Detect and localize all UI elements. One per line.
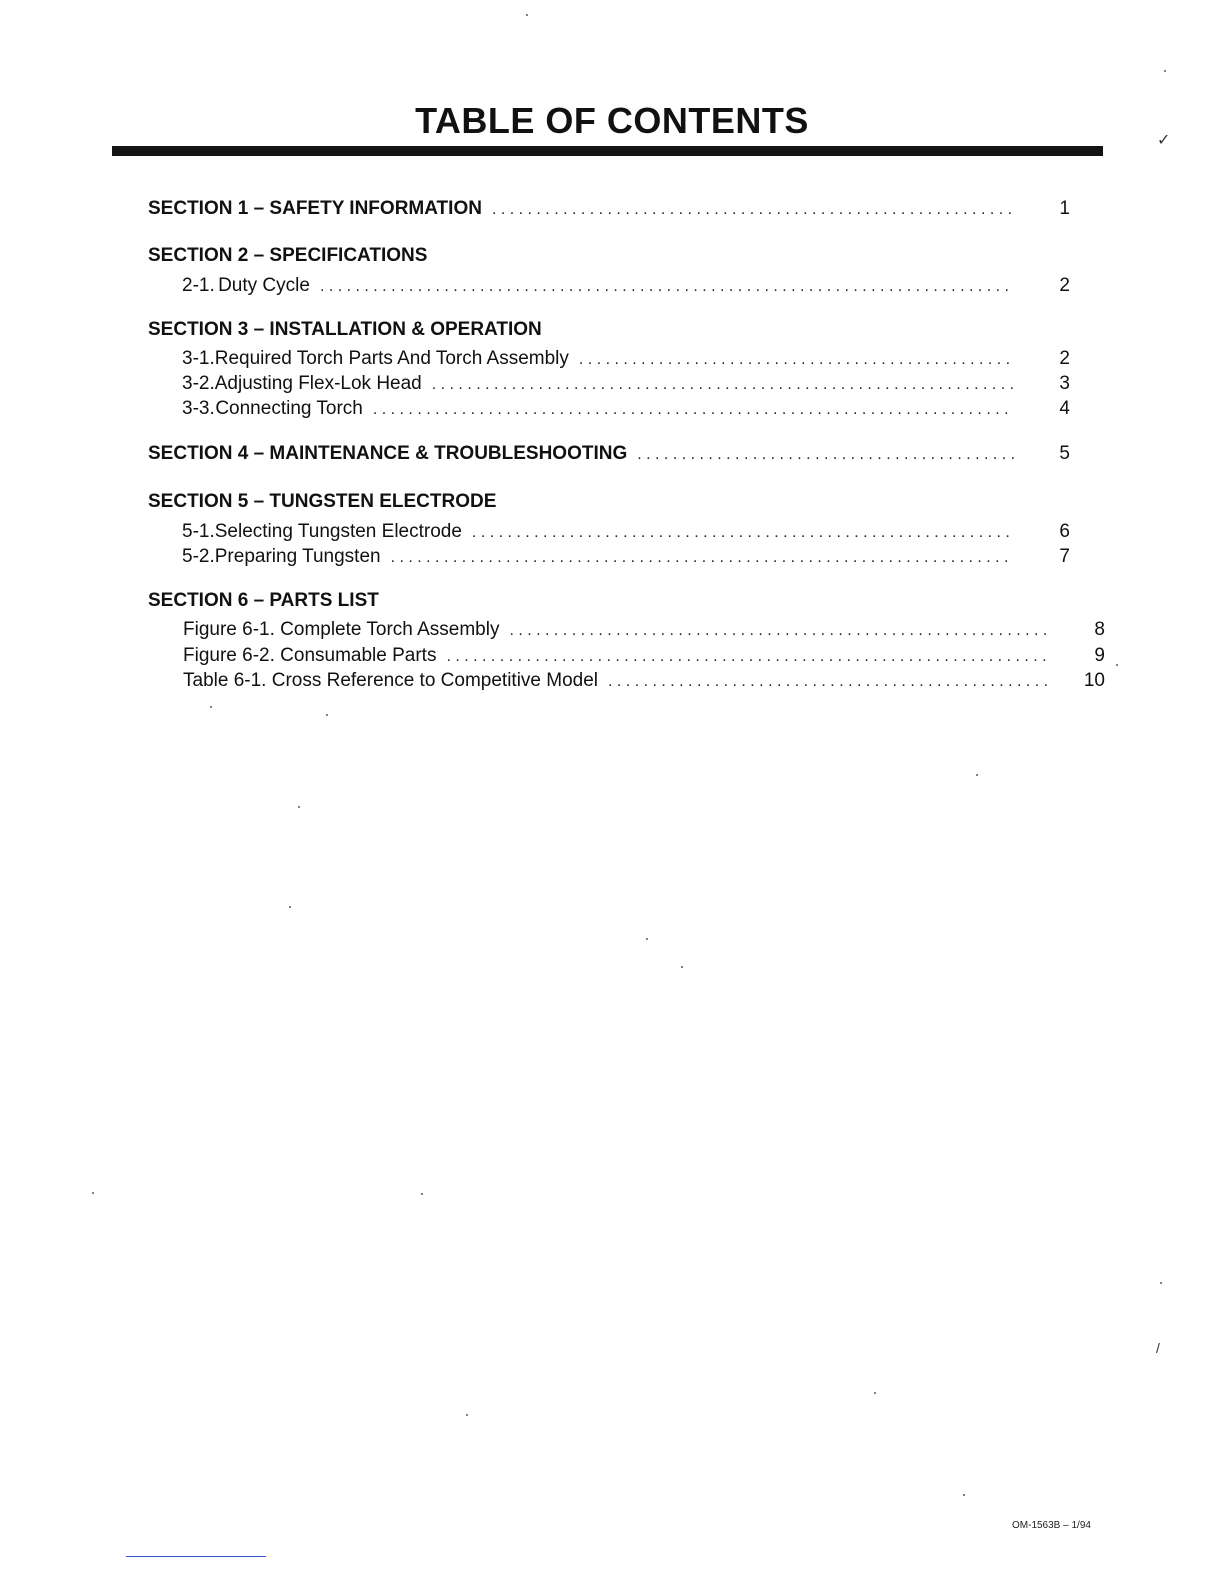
toc-item-2-1[interactable] bbox=[148, 274, 1072, 298]
dot-leader bbox=[391, 545, 1014, 570]
dot-leader bbox=[373, 397, 1014, 422]
toc-section-label: SECTION 1 – SAFETY INFORMATION bbox=[148, 198, 482, 219]
toc-item-number: 5-1. bbox=[182, 521, 215, 542]
toc-page-number: 10 bbox=[1083, 670, 1105, 691]
check-mark-icon: ✓ bbox=[1157, 132, 1171, 149]
scan-speck bbox=[874, 1392, 876, 1394]
scan-speck bbox=[963, 1494, 965, 1496]
dot-leader bbox=[608, 669, 1049, 694]
toc-item-figure-6-2[interactable] bbox=[148, 644, 1107, 668]
toc-page-number: 5 bbox=[1059, 443, 1070, 464]
scan-speck bbox=[92, 1192, 94, 1194]
toc-section-label: SECTION 3 – INSTALLATION & OPERATION bbox=[148, 319, 542, 340]
toc-page-number: 2 bbox=[1059, 348, 1070, 369]
scan-speck bbox=[976, 774, 978, 776]
scan-speck bbox=[466, 1414, 468, 1416]
toc-item-number: 3-1. bbox=[182, 348, 215, 369]
toc-item-figure-6-1[interactable] bbox=[148, 618, 1107, 642]
toc-item-number: 3-2. bbox=[182, 373, 215, 394]
toc-item-5-1[interactable] bbox=[148, 520, 1072, 544]
dot-leader bbox=[509, 618, 1049, 643]
toc-item-table-6-1[interactable] bbox=[148, 669, 1107, 693]
toc-page-number: 1 bbox=[1059, 198, 1070, 219]
toc-item-label: Duty Cycle bbox=[218, 275, 310, 296]
scan-speck bbox=[1160, 1282, 1162, 1284]
toc-page-number: 6 bbox=[1059, 521, 1070, 542]
scan-speck bbox=[289, 906, 291, 908]
toc-item-label: Table 6-1. Cross Reference to Competitive Model bbox=[183, 670, 599, 691]
toc-item-3-1[interactable] bbox=[148, 347, 1072, 371]
scan-artifact-line bbox=[126, 1556, 266, 1557]
toc-section-6[interactable] bbox=[148, 589, 1072, 613]
scan-speck bbox=[1116, 664, 1118, 666]
toc-item-label: Connecting Torch bbox=[215, 398, 363, 419]
toc-item-label: Figure 6-2. Consumable Parts bbox=[183, 645, 437, 666]
toc-page-number: 2 bbox=[1059, 275, 1070, 296]
scan-speck bbox=[1164, 70, 1166, 72]
toc-item-number: 3-3. bbox=[182, 398, 215, 419]
toc-item-label: Required Torch Parts And Torch Assembly bbox=[214, 348, 569, 369]
toc-item-5-2[interactable] bbox=[148, 545, 1072, 569]
toc-item-label: Preparing Tungsten bbox=[214, 546, 381, 567]
toc-section-1[interactable] bbox=[148, 197, 1072, 221]
document-code: OM-1563B – 1/94 bbox=[1012, 1520, 1091, 1531]
tick-mark-icon: / bbox=[1156, 1340, 1160, 1356]
toc-item-label: Figure 6-1. Complete Torch Assembly bbox=[183, 619, 500, 640]
toc-item-label: Adjusting Flex-Lok Head bbox=[214, 373, 422, 394]
toc-item-3-2[interactable] bbox=[148, 372, 1072, 396]
toc-section-label: SECTION 6 – PARTS LIST bbox=[148, 590, 379, 611]
toc-page-number: 7 bbox=[1059, 546, 1070, 567]
dot-leader bbox=[432, 372, 1014, 397]
toc-section-4[interactable] bbox=[148, 442, 1072, 466]
scan-speck bbox=[421, 1193, 423, 1195]
dot-leader bbox=[492, 197, 1014, 222]
toc-item-label: Selecting Tungsten Electrode bbox=[214, 521, 462, 542]
dot-leader bbox=[320, 274, 1014, 299]
toc-page-number: 8 bbox=[1094, 619, 1105, 640]
scan-speck bbox=[210, 706, 212, 708]
title-rule bbox=[112, 146, 1103, 156]
toc-section-2[interactable] bbox=[148, 244, 1072, 268]
toc-section-label: SECTION 5 – TUNGSTEN ELECTRODE bbox=[148, 491, 497, 512]
toc-section-label: SECTION 4 – MAINTENANCE & TROUBLESHOOTING bbox=[148, 443, 628, 464]
dot-leader bbox=[637, 442, 1014, 467]
toc-page-number: 4 bbox=[1059, 398, 1070, 419]
toc-page-number: 3 bbox=[1059, 373, 1070, 394]
dot-leader bbox=[446, 644, 1049, 669]
toc-section-5[interactable] bbox=[148, 490, 1072, 514]
toc-page-number: 9 bbox=[1094, 645, 1105, 666]
scan-speck bbox=[646, 938, 648, 940]
dot-leader bbox=[579, 347, 1014, 372]
toc-section-3[interactable] bbox=[148, 318, 1072, 342]
toc-section-label: SECTION 2 – SPECIFICATIONS bbox=[148, 245, 428, 266]
dot-leader bbox=[472, 520, 1014, 545]
scan-speck bbox=[298, 806, 300, 808]
page-title: TABLE OF CONTENTS bbox=[415, 100, 809, 141]
toc-item-number: 5-2. bbox=[182, 546, 215, 567]
toc-item-number: 2-1. bbox=[182, 275, 215, 296]
scan-speck bbox=[526, 14, 528, 16]
scan-speck bbox=[326, 714, 328, 716]
scan-speck bbox=[681, 966, 683, 968]
toc-item-3-3[interactable] bbox=[148, 397, 1072, 421]
